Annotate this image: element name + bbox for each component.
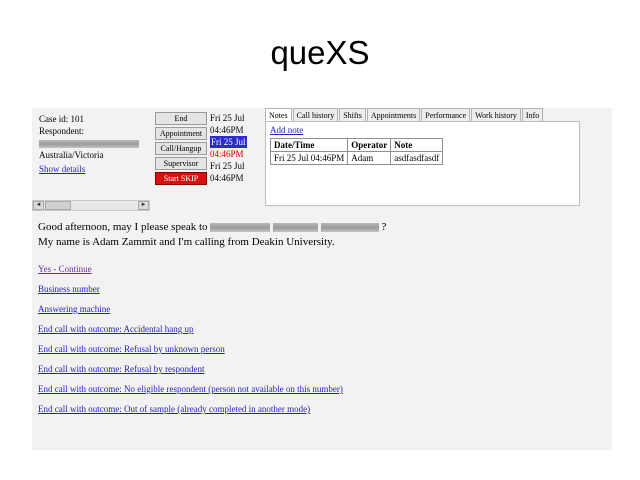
redacted-bar xyxy=(321,223,379,232)
response-yes-continue[interactable]: Yes - Continue xyxy=(38,264,92,274)
show-details-link[interactable]: Show details xyxy=(39,164,86,174)
response-out-of-sample[interactable]: End call with outcome: Out of sample (already completed in another mode) xyxy=(38,404,311,414)
cell-datetime: Fri 25 Jul 04:46PM xyxy=(271,152,348,165)
redacted-bar xyxy=(273,223,318,232)
start-skip-button[interactable]: Start SKIP xyxy=(155,172,207,185)
action-buttons xyxy=(155,112,211,187)
end-call-button[interactable]: End xyxy=(155,112,207,125)
time-top: 04:46PM xyxy=(210,125,244,135)
script-line-1 xyxy=(38,220,558,235)
tab-notes[interactable]: Notes xyxy=(265,108,292,121)
cell-operator: Adam xyxy=(348,152,391,165)
respondent-value xyxy=(39,137,149,149)
redacted-bar xyxy=(39,140,139,148)
tab-call-history[interactable]: Call history xyxy=(293,108,339,121)
case-location: Australia/Victoria xyxy=(39,150,104,160)
column-header-datetime: Date/Time xyxy=(271,139,348,152)
cell-note: asdfasdfasdf xyxy=(391,152,443,165)
response-accidental-hangup[interactable]: End call with outcome: Accidental hang up xyxy=(38,324,194,334)
appointment-button[interactable]: Appointment xyxy=(155,127,207,140)
response-refusal-unknown-person[interactable]: End call with outcome: Refusal by unknown person xyxy=(38,344,225,354)
highlight-date: Fri 25 Jul xyxy=(211,137,246,147)
response-no-eligible-respondent[interactable]: End call with outcome: No eligible respondent (person not available on this number) xyxy=(38,384,343,394)
time-bottom: 04:46PM xyxy=(210,173,244,183)
scroll-right-arrow-icon[interactable]: ► xyxy=(138,201,149,210)
tab-work-history[interactable]: Work history xyxy=(471,108,521,121)
tab-bar xyxy=(265,108,580,122)
supervisor-button[interactable]: Supervisor xyxy=(155,157,207,170)
respondent-label: Respondent: xyxy=(39,126,84,136)
response-options xyxy=(38,259,558,419)
tab-appointments[interactable]: Appointments xyxy=(367,108,420,121)
redacted-bar xyxy=(210,223,270,232)
tab-info[interactable]: Info xyxy=(522,108,543,121)
scrollbar-thumb[interactable] xyxy=(45,201,71,210)
script-line-1-prefix: Good afternoon, may I please speak to xyxy=(38,221,208,233)
notes-table xyxy=(270,138,443,165)
case-info-box xyxy=(34,110,149,200)
case-id-label: Case id: xyxy=(39,114,69,124)
script-line-2: My name is Adam Zammit and I'm calling from Deakin University. xyxy=(38,236,335,248)
script-text xyxy=(38,220,558,250)
case-id-line xyxy=(39,113,149,125)
table-header-row xyxy=(271,139,443,152)
date-bottom: Fri 25 Jul xyxy=(210,161,245,171)
horizontal-scrollbar[interactable] xyxy=(32,200,150,211)
highlight-time: 04:46PM xyxy=(210,149,244,159)
response-refusal-by-respondent[interactable]: End call with outcome: Refusal by respondent xyxy=(38,364,205,374)
scroll-left-arrow-icon[interactable]: ◄ xyxy=(33,201,44,210)
response-answering-machine[interactable]: Answering machine xyxy=(38,304,111,314)
tab-shifts[interactable]: Shifts xyxy=(339,108,366,121)
date-top: Fri 25 Jul xyxy=(210,113,245,123)
table-row xyxy=(271,152,443,165)
column-header-note: Note xyxy=(391,139,443,152)
notes-tab-panel xyxy=(265,121,580,206)
datetime-block xyxy=(210,112,258,184)
column-header-operator: Operator xyxy=(348,139,391,152)
response-business-number[interactable]: Business number xyxy=(38,284,100,294)
call-hangup-button[interactable]: Call/Hangup xyxy=(155,142,207,155)
script-line-1-suffix: ? xyxy=(381,221,387,233)
add-note-link[interactable]: Add note xyxy=(270,125,304,135)
case-id-value: 101 xyxy=(70,114,84,124)
tab-performance[interactable]: Performance xyxy=(421,108,470,121)
page-title: queXS xyxy=(270,34,370,71)
